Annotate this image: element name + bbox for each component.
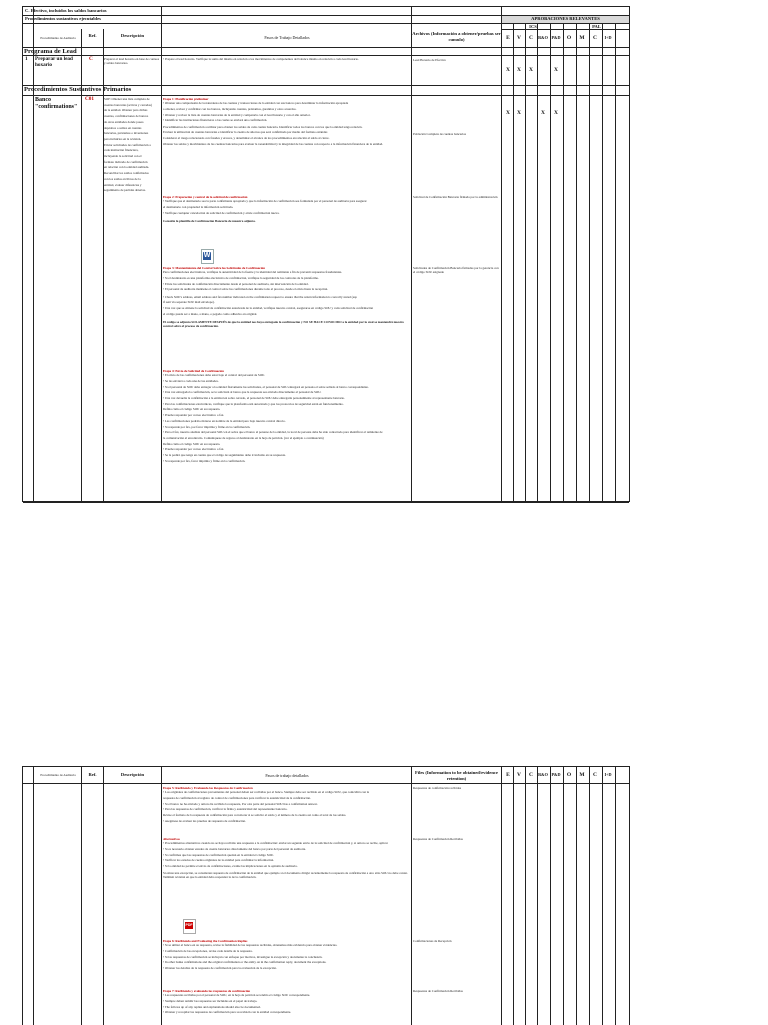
assertion-header-c2: C <box>593 35 597 41</box>
step-line: • Si el personal de SOU debe entregar a la entidad físicamente las solicitudes, el personal de SOU entregará en persona el sobre sellado al banco correspondiente. <box>163 384 369 389</box>
step-8-lines <box>163 993 409 1014</box>
step-4-block <box>163 369 409 464</box>
primary-mark-ro: X <box>541 110 545 116</box>
lead-row-procedure: Preparar un lead hoxario <box>35 56 73 68</box>
grid-line <box>23 55 629 56</box>
step-7-lines <box>163 943 409 970</box>
grid-line <box>589 15 590 501</box>
step-line: • Siempre deben remitir las respuestas ser incluidas en el papel de trabajo. <box>163 998 258 1003</box>
step-6-block <box>163 837 409 880</box>
step-line: • Las confirmaciones podrán enviarse en nombre de la entidad pero bajo nuestro control directo. <box>163 418 286 423</box>
column-header-procedure: Procedimiento de Auditoría <box>40 773 76 777</box>
step-line: • Para las confirmaciones electrónicas, verifique que la plataforma está autorizada y que los protocolos de seguridad están en funcionamiento. <box>163 401 344 406</box>
step-line: • Si el destinatario es una plataforma electrónica de confirmación, verifique la seguridad de los controles de la plataforma. <box>163 275 319 280</box>
step-line: • Obtener una comprensión de la naturaleza de las cuentas y transacciones de la entidad con sus bancos para determinar la información apropiada <box>163 101 349 106</box>
step-line: • Obtener y revisar la lista de cuentas bancarias de la entidad y compararla con el lead hoxario y con el año anterior. <box>163 112 311 117</box>
assertion-header-c: C <box>529 772 533 778</box>
grid-line <box>525 767 526 1025</box>
ics-label: ICS <box>529 24 537 29</box>
grid-line <box>501 767 502 1025</box>
page2-file-2: Respuestas de Confirmación Recibidas <box>413 837 463 841</box>
lead-mark-pd: X <box>554 67 558 73</box>
description-line: en relación con la entidad auditada. <box>104 165 150 170</box>
lead-row-ref: C <box>89 56 93 62</box>
step-line: • Obtener los detalles de la respuesta de confirmación para la evaluación de la excepción. <box>163 966 277 971</box>
step-line: • Para las respuestas de confirmación, verificar la firma y autenticidad del representante bancario. <box>163 807 288 812</box>
step-line: • Obtener y recopilar las respuestas de confirmación para su revisión con la entidad correspondiente. <box>163 1010 292 1015</box>
step-line: • Si confirmas que las respuestas de confirmación quedan en la entidad el código SOU. <box>163 852 274 857</box>
assertion-header-id: I+D <box>604 35 612 40</box>
primary-row-procedure: Banco "confirmations" <box>35 97 78 110</box>
primary-section-title: Procedimientos Sustantivos Primarios <box>24 86 132 93</box>
lead-mark-e: X <box>506 67 510 73</box>
lead-row-steps: • Prepare el lead hoxario. Verifique la suma del mismo en relación a los movimientos de componentes del balance mismo en relación a cada lead hoxario. <box>163 57 359 61</box>
section-title: C. Efectivo, incluidos los saldos bancarios <box>25 8 107 13</box>
step-3-body <box>163 295 409 316</box>
step-line: • Si las respuestas de confirmación se incluyen con enfoque por motivos, investigue la excepción y documente la conclusión. <box>163 954 323 959</box>
assertion-header-m: M <box>579 772 585 778</box>
grid-line <box>537 767 538 1025</box>
step-line: • Para el fax, nuestro analista del personal SOU en el sobre que el banco al ponerse de la entidad, la local de persona debe ha sido contactado para identificar el remitente de <box>163 430 383 435</box>
grid-line <box>615 15 616 501</box>
grid-line <box>615 767 616 1025</box>
grid-line <box>103 767 104 1025</box>
primary-mark-v: X <box>517 110 521 116</box>
word-document-icon[interactable]: W <box>201 249 214 264</box>
step-line: • Confirmación de las excepciones, revise cada detalle de la respuesta. <box>163 948 253 953</box>
grid-line <box>23 502 629 503</box>
grid-line <box>161 7 162 501</box>
step-line: • Si responde por fax, por favor imprima y firme en la confirmación. <box>163 424 251 429</box>
grid-line <box>589 767 590 1025</box>
step-line: • Pruebe responder por correo electrónico o fax. <box>163 413 225 418</box>
description-line: para incluirlos en la revisión. <box>104 136 142 141</box>
step-2-block <box>163 195 409 223</box>
assertion-header-o: O <box>566 35 572 41</box>
step-line: Revise el formato de la respuesta de confirmación para corroborar si se solicitó el saldo y el número de la cuenta así como el total de los saldos. <box>163 813 347 818</box>
description-line: de otras entidades donde posea <box>104 119 144 124</box>
assertion-header-e: E <box>506 772 510 778</box>
primary-file-3: Solicitudes de Confirmación Bancaria firmadas por la gerencia con el código SOU asignado <box>413 266 499 275</box>
assertion-header-c2: C <box>593 772 597 778</box>
step-line: • El personal de auditoría mantiene el control sobre las confirmaciones durante todo el proceso, desde el envío hasta la recepción. <box>163 287 329 292</box>
step-line: • Las respuestas recibidas por el personal de SOU, en la hoja de petición se tendría el código SOU correspondiente. <box>163 993 311 998</box>
grid-line <box>33 767 34 1025</box>
document-page-2 <box>22 766 630 1025</box>
assertion-header-c: C <box>529 35 533 41</box>
step-line: • Si el banco no ha enviado y aún no ha recibido la respuesta, Por otra parte del personal SOU has a confirmation answer. <box>163 801 318 806</box>
column-header-steps: Pasos de Trabajo Detallados <box>264 35 310 40</box>
step-line: • Los originales de confirmaciones provenientes del personal deben ser recibidas por el banco. Siempre debe ser recibido en el código SOU, que coincidirá con la <box>163 790 370 795</box>
assertion-header-pd: P&D <box>551 35 561 40</box>
step-8-title: Etapa 7: Recibiendo y evaluando las respuestas de confirmación <box>163 989 251 993</box>
grid-line <box>563 767 564 1025</box>
description-lines <box>104 103 160 193</box>
step-2-title: Etapa 2: Preparación y control de la solicitud de confirmación <box>163 195 248 199</box>
step-line: el destinatario con propiedad la información solicitada. <box>163 204 234 209</box>
step-line: • Procedimientos alternativos cuando no se haya recibido una respuesta a la confirmación: enviar un segundo envío de la solicitud de confirmación y, si aún no se recibe, aplicar <box>163 841 388 846</box>
description-line: formato indicado de confirmación <box>104 159 148 164</box>
step-line: • Verificar los estados de cuenta originales de la entidad para confirmar la información. <box>163 858 274 863</box>
grid-line <box>513 767 514 1025</box>
description-line: entidad, evaluar diferencias y <box>104 182 142 187</box>
step-4-lines <box>163 373 409 406</box>
column-header-steps: Pasos de trabajo detallados <box>265 773 309 778</box>
page2-file-1: Respuestas de confirmación recibidas <box>413 786 462 790</box>
step-3-title: Etapa 3: Mantenimiento del Control Sobre las Solicitudes de Confirmación <box>163 266 265 270</box>
grid-line <box>23 783 629 784</box>
description-line: cuentas, confirmaciones de bancos <box>104 114 149 119</box>
step-5-block <box>163 786 409 824</box>
description-line: incluyendo la solicitud con el <box>104 154 142 159</box>
description-line: bancarias, préstamos o inversiones <box>104 131 149 136</box>
step-line: Obtener los saldos y movimientos de las cuentas bancarias para evaluar la razonabilidad y la integridad de las cuentas con respecto a la información financiera de la entidad. <box>163 141 384 146</box>
grid-line <box>550 767 551 1025</box>
column-header-description: Descripción <box>120 33 145 38</box>
description-line: con los saldos en libros de la <box>104 176 141 181</box>
step-5-title: Etapa 5: Recibiendo y Evaluando las Respuestas de Confirmación <box>163 786 253 790</box>
step-line: • Verifique que el destinatario sea la parte confirmante apropiada y que la información de confirmación sea formulada por el personal de auditoría para asegurar <box>163 199 367 204</box>
lead-row-description: Preparar el lead hoxario en base de conteos y saldos bancarios. <box>104 57 160 66</box>
section-subtitle: Procedimientos sustantivos ejecutables <box>25 16 101 21</box>
description-line: Reconciliar los saldos confirmados <box>104 171 149 176</box>
step-line: • Si responde por fax, favor imprima y firme en la confirmación. <box>163 458 246 463</box>
step-line: • Una vez entregada la confirmación, se le solicitará al banco que la respuesta sea enviada directamente al personal de SOU. <box>163 390 322 395</box>
step-line: • Si se utilizó el banco en su respuesta, revise la fiabilidad de las respuestas recibidas, obtenemos más evidencia para obtener evidencias. <box>163 943 338 948</box>
primary-mark-pd: X <box>554 110 558 116</box>
grid-line <box>411 7 412 501</box>
step-line: • Envíe las solicitudes de confirmación directamente desde el personal de auditoría, sin intervención de la entidad. <box>163 281 309 286</box>
step-line: • Si la entidad no permite el envío de confirmaciones, evalúe las implicaciones en la opinión de auditoría. <box>163 864 298 869</box>
step-2-lines <box>163 199 409 215</box>
column-header-procedure: Procedimiento de Auditoría <box>40 36 76 40</box>
step-7-block <box>163 939 409 972</box>
description-line: seguimiento de partidas abiertas. <box>104 188 146 193</box>
assertion-header-ro: R&O <box>538 772 548 777</box>
assertion-header-e: E <box>506 35 510 41</box>
step-line: • The follows up of any replies and explanations should also be documented. <box>163 1004 261 1009</box>
description-line: depósitos o saldos en cuentas <box>104 125 142 130</box>
step-line: if sent via separate SOU mail envelope). <box>163 300 215 305</box>
step-line: • El envío de las confirmaciones debe estar bajo el control del personal de SOU. <box>163 373 266 378</box>
step-line: • Se le pedirá que tenga en cuenta que el código de seguimiento debe ir incluido en su respuesta. <box>163 453 286 458</box>
lead-row-number: 1 <box>25 56 28 62</box>
assertion-header-o: O <box>566 772 572 778</box>
primary-file-1: Población Completa de cuentas bancarias <box>413 132 466 136</box>
step-5-lines <box>163 790 409 823</box>
step-1-title: Etapa 1: Planificación preliminar <box>163 97 209 101</box>
pal-label: PAL <box>592 24 601 29</box>
step-6-lines <box>163 841 409 868</box>
pdf-document-icon[interactable]: PDF <box>183 919 196 934</box>
primary-row-description <box>104 97 160 194</box>
lead-mark-v: X <box>517 67 521 73</box>
grid-line <box>602 767 603 1025</box>
step-line: • Pruebe responder por correo electrónico o fax. <box>163 447 225 452</box>
description-line: cuentas bancarias (activas y cerradas) <box>104 102 152 107</box>
step-8-block <box>163 989 409 1016</box>
assertion-header-v: V <box>517 772 521 778</box>
grid-line <box>513 15 514 501</box>
assertion-header-v: V <box>517 35 521 41</box>
step-6-body: Si existe una excepción, se consideran respuesta de confirmación de la entidad que ejemplo si el documento dirigió recientemente la respuesta de confirmación a otro sitio SOU no debe contar. También revisión en que la entidad deba responder la de la confirmación. <box>163 871 408 880</box>
step-line: • Una vez devuelta la confirmación a la entidad en sobre cerrado, el personal de SOU debe entregarla personalmente al representante bancario. <box>163 396 345 401</box>
step-3-note: El código se adjunta SOLAMENTE DESPUÉS de que la entidad nos haya entregado la confirmación y NO SE HACE CONOCIDO a la entidad por lo cual se mantendrá nuestro control sobre el proceso de confirmación. <box>163 319 404 329</box>
step-line: la comunicación al encontrarlo. Comuníquese de regreso al destinatario en la hoja de petición. (ver el ejemplo a continuación) <box>163 435 324 440</box>
grid-line <box>161 767 162 1025</box>
column-header-files: Archivos (Información a obtener/pruebas ser cumulo) <box>412 31 501 42</box>
primary-file-2: Solicitud de Confirmación Bancaria firmada por la administración <box>413 195 498 199</box>
column-header-description: Descripción <box>120 772 145 777</box>
primary-row-steps <box>163 97 409 147</box>
document-page-1 <box>22 6 630 502</box>
grid-line <box>550 15 551 501</box>
step-line: Evaluar la utilización de cuentas bancarias e identificar la cuenta de ahorros que será confirmada por medio del formato estándar. <box>163 130 328 135</box>
description-line: cada institución financiera, <box>104 148 139 153</box>
column-header-ref: Ref. <box>88 33 97 38</box>
description-heading: SOP: Obtener una lista completa de <box>104 97 150 101</box>
step-line: Considerar el riesgo relacionado con fraudes y errores, y determinar el alcance de los procedimientos en relación al saldo al cierre. <box>163 135 330 140</box>
column-header-files: Files (Information to be obtained/evidence retention) <box>415 770 498 781</box>
grid-line <box>576 767 577 1025</box>
step-line: • Se las enviará a cada una de las entidades. <box>163 378 219 383</box>
step-line: • Una vez que se obtiene la solicitud de confirmación autorizada de la entidad, verifique nuestro control, asegurarse en código SOU y cada solicitud de confirmación <box>163 305 374 310</box>
step-4-title: Etapa 4: Envío de Solicitud de Confirmación <box>163 369 224 373</box>
step-line: Procedimientos de confirmación a utilizar para obtener los saldos de cada cuenta bancaria. Identificar todos los bancos con los que la entidad tenga relación. <box>163 124 363 129</box>
step-2-note: Consulte la plantilla de Confirmación Bancaria de muestra adjunta. <box>163 218 256 223</box>
grid-line <box>576 15 577 501</box>
step-1-body <box>163 125 409 146</box>
grid-line <box>33 7 34 501</box>
step-line: Defina cómo el código SOU en su respuesta. <box>163 441 221 446</box>
step-1-lines <box>163 101 409 122</box>
step-line: a obtener, revisar y confirmar con los bancos, incluyendo cuentas, préstamos, garantías y otros acuerdos. <box>163 106 297 111</box>
step-6-title: Alternativos <box>163 837 180 841</box>
grid-line <box>501 7 502 501</box>
assertion-header-ro: R&O <box>538 35 548 40</box>
step-line: • Verifique cualquier cancelación de solicitud de confirmación y envíe confirmación nueva. <box>163 210 280 215</box>
page2-file-4: Respuestas de Confirmación Recibidas <box>413 989 463 993</box>
primary-row-ref: C01 <box>85 96 94 102</box>
step-7-title: Etapa 6: Recibiendo and Evaluating the Confirmation Replies <box>163 939 248 943</box>
description-line: Enviar solicitudes de confirmación a <box>104 142 151 147</box>
assertion-header-id: I+D <box>604 772 612 777</box>
grid-line <box>81 767 82 1025</box>
lead-mark-c: X <box>529 67 533 73</box>
grid-line <box>537 15 538 501</box>
approvals-header: APROBACIONES RELEVANTES <box>531 16 600 21</box>
step-line: • Check SOU's address, email address and fax number indicated on the confirmation request to ensure that the return information is correctly stated (esp <box>163 294 357 299</box>
step-line: • Identificar las instituciones financieras a las cuales se enviará una confirmación. <box>163 118 268 123</box>
step-line: el código puede ser a mano, a mano, o pegado como adhesivo en original. <box>163 311 258 316</box>
grid-line <box>602 15 603 501</box>
step-line: Defina cómo el código SOU en su respuesta. <box>163 407 221 412</box>
grid-line <box>23 47 629 48</box>
lead-section-title: Programa de Lead <box>24 48 77 55</box>
step-line: • Si es necesario obtener estados de cuenta bancarios directamente del banco por parte del personal de auditoría. <box>163 846 306 851</box>
assertion-header-m: M <box>579 35 585 41</box>
page2-file-3: Confirmaciones de Recepción <box>413 939 452 943</box>
primary-mark-e: X <box>506 110 510 116</box>
step-line: Para confirmaciones electrónicas, verifique la autenticidad de la fuente y la identidad del remitente a fin de prevenir respuestas fraudulentas. <box>163 270 343 275</box>
step-line: respuesta de confirmación al registro de control de confirmaciones para verificar la autenticidad de la confirmación. <box>163 795 311 800</box>
assertion-header-pd: P&D <box>551 772 561 777</box>
step-line: • In other banks confirmations and the original confirmation or the entity on in the confirmation reply, document the exceptions. <box>163 960 327 965</box>
step-3-block <box>163 266 409 328</box>
step-3-lines <box>163 270 409 291</box>
lead-row-files: Lead Hoxario de Efectivo <box>413 58 447 62</box>
column-header-ref: Ref. <box>88 772 97 777</box>
grid-line <box>23 95 629 96</box>
step-line: • Asegúrese de evaluar las pruebas de respuesta de confirmación. <box>163 818 246 823</box>
grid-line <box>563 15 564 501</box>
grid-line <box>81 29 82 501</box>
grid-line <box>411 767 412 1025</box>
grid-line <box>525 15 526 501</box>
description-line: de la entidad. Obtener para dichas <box>104 108 148 113</box>
step-4-body <box>163 407 409 463</box>
